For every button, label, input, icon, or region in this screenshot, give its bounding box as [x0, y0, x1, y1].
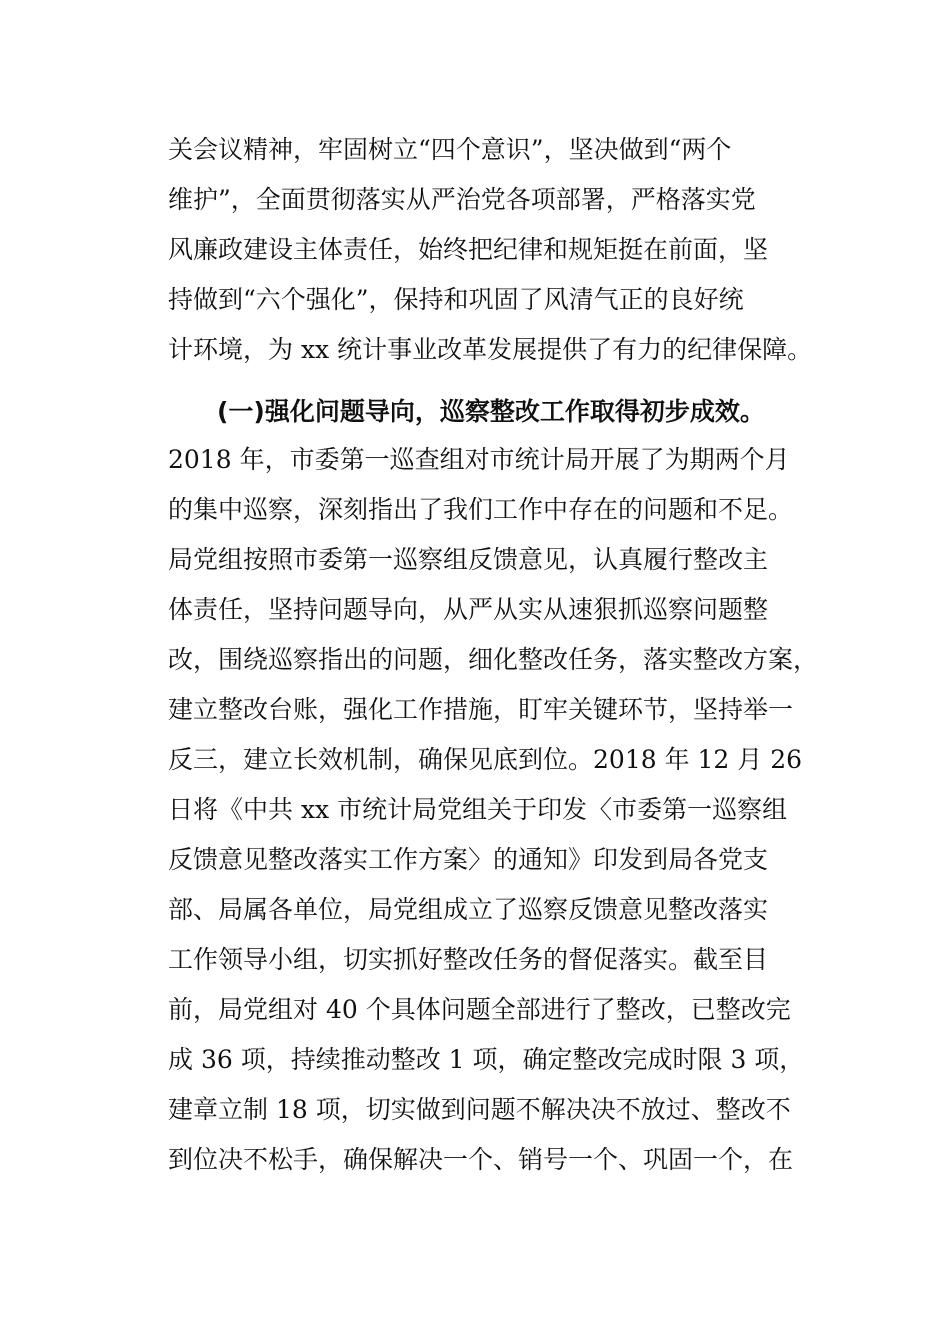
body-text-line: 改，围绕巡察指出的问题，细化整改任务，落实整改方案， [168, 645, 819, 674]
body-text-line: 体责任，坚持问题导向，从严从实从速狠抓巡察问题整 [168, 595, 769, 624]
body-text-line: 部、局属各单位，局党组成立了巡察反馈意见整改落实 [168, 895, 769, 924]
body-text-line: 局党组按照市委第一巡察组反馈意见，认真履行整改主 [168, 545, 769, 574]
body-text-line: 持做到“六个强化”，保持和巩固了风清气正的良好统 [168, 285, 744, 314]
body-text-line: 关会议精神，牢固树立“四个意识”，坚决做到“两个 [168, 135, 732, 164]
body-text-line: 到位决不松手，确保解决一个、销号一个、巩固一个，在 [168, 1145, 794, 1174]
body-text-line: 前，局党组对 40 个具体问题全部进行了整改，已整改完 [168, 995, 791, 1024]
body-text-line: 反三，建立长效机制，确保见底到位。2018 年 12 月 26 [168, 745, 803, 774]
body-text-line: 的集中巡察，深刻指出了我们工作中存在的问题和不足。 [168, 495, 794, 524]
body-text-line: 反馈意见整改落实工作方案〉的通知》印发到局各党支 [168, 845, 769, 874]
body-text-line: 建立整改台账，强化工作措施，盯牢关键环节，坚持举一 [168, 695, 794, 724]
body-text-line: 工作领导小组，切实抓好整改任务的督促落实。截至目 [168, 945, 769, 974]
body-text-line: 成 36 项，持续推动整改 1 项，确定整改完成时限 3 项， [168, 1045, 805, 1074]
body-text-line: 风廉政建设主体责任，始终把纪律和规矩挺在前面，坚 [168, 235, 769, 264]
body-text-line: 计环境，为 xx 统计事业改革发展提供了有力的纪律保障。 [168, 335, 813, 364]
body-text-line: 建章立制 18 项，切实做到问题不解决决不放过、整改不 [168, 1095, 791, 1124]
section-heading: (一)强化问题导向，巡察整改工作取得初步成效。 [217, 397, 765, 426]
body-text-line: 日将《中共 xx 市统计局党组关于印发〈市委第一巡察组 [168, 795, 788, 824]
body-text-line: 维护”，全面贯彻落实从严治党各项部署，严格落实党 [168, 185, 756, 214]
body-text-line: 2018 年，市委第一巡查组对市统计局开展了为期两个月 [168, 445, 790, 474]
